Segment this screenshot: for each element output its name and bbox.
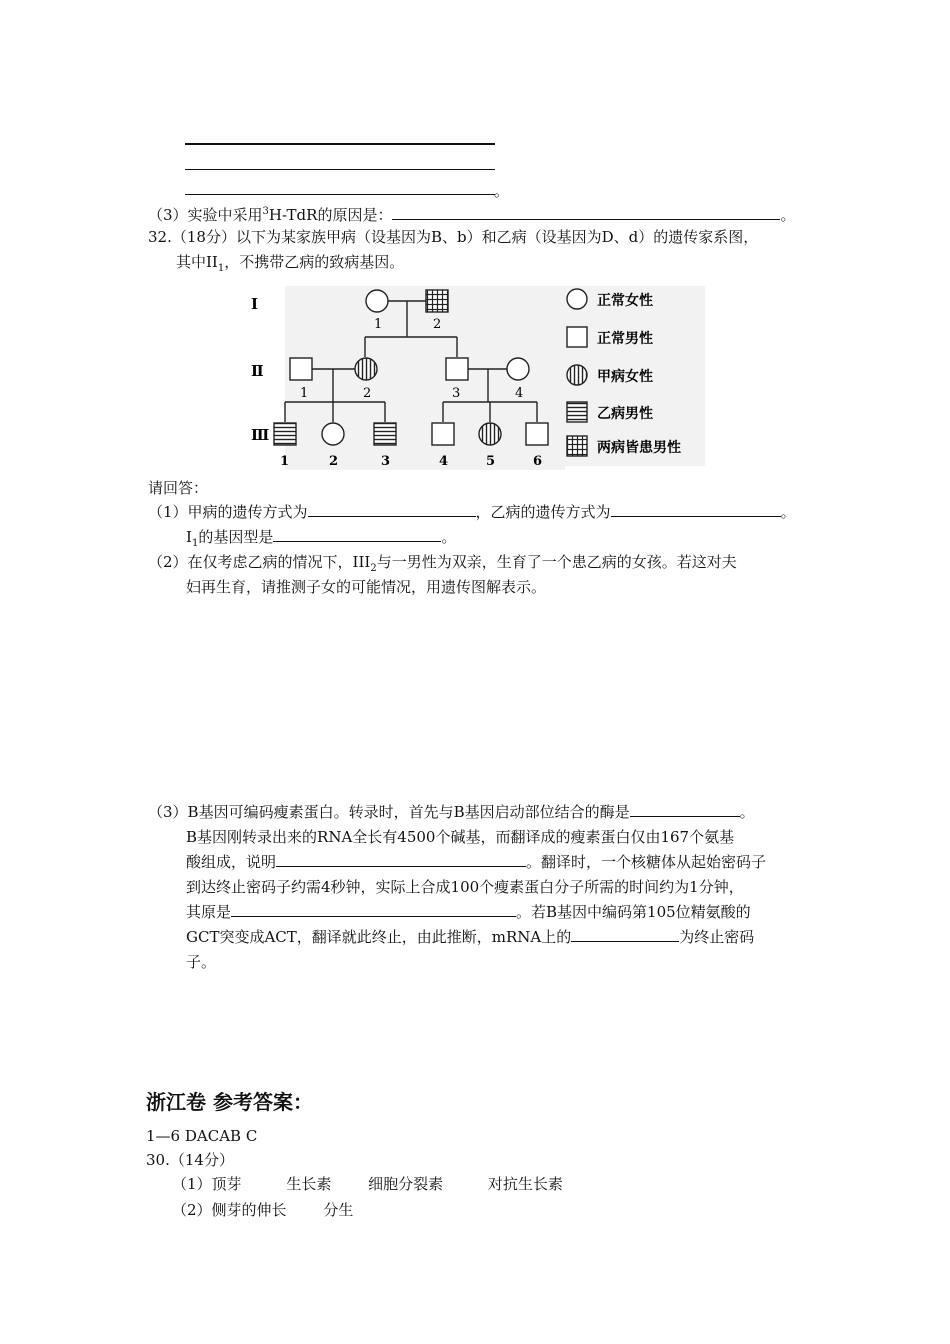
q32-p1-blank-yi[interactable]: [611, 502, 781, 517]
q32-p1-line1: [148, 502, 796, 522]
answer-1-4: 对抗生长素: [487, 1175, 563, 1193]
q32-p2-line2: 妇再生育，请推测子女的可能情况，用遗传图解表示。: [186, 578, 547, 596]
gen-label-1: I: [251, 295, 259, 313]
II-1-normal-male: [290, 358, 312, 380]
answers-line4: [172, 1200, 353, 1220]
q32-p3-line3: [186, 852, 766, 872]
III-4-number: 4: [439, 454, 449, 469]
q32-intro-line2-b: ，不携带乙病的致病基因。: [224, 253, 405, 271]
III-6-normal-male: [526, 423, 548, 445]
q32-p3-line5: [186, 902, 751, 922]
q32-p1-blank-genotype[interactable]: [273, 527, 441, 542]
prev-q3-mid: H-TdR的原因是：: [268, 206, 393, 224]
answer-2-2: 分生: [323, 1201, 354, 1219]
answer-line-2: [185, 169, 495, 170]
q32-p2-line1: [148, 552, 737, 579]
I-2-number: 2: [433, 317, 442, 332]
q32-p3-line5-b: 。若B基因中编码第105位精氨酸的: [516, 903, 751, 921]
q32-p3-line1-b: 。: [739, 803, 755, 821]
q32-p2-line1-b: 与一男性为双亲，生育了一个患乙病的女孩。若这对夫: [376, 553, 737, 571]
II-4-number: 4: [515, 386, 524, 401]
q32-p2-line1-a: （2）在仅考虑乙病的情况下，III: [148, 553, 371, 571]
q32-p3-line1-a: （3）B基因可编码瘦素蛋白。转录时，首先与B基因启动部位结合的酶是: [148, 803, 630, 821]
II-1-number: 1: [300, 386, 309, 401]
legend-normal-female-icon: [567, 289, 587, 309]
q32-p3-blank-explain[interactable]: [276, 852, 526, 867]
II-3-number: 3: [452, 386, 461, 401]
q32-p3-blank-reason[interactable]: [231, 902, 516, 917]
gen-label-2: Ⅱ: [251, 362, 264, 380]
q32-intro-line2-sub: 1: [217, 263, 225, 274]
q32-p2-line1-sub: 2: [370, 563, 377, 574]
answer-2-1: （2）侧芽的伸长: [172, 1201, 287, 1219]
pedigree-chart: [245, 282, 705, 472]
I-1-normal-female: [366, 290, 388, 312]
q32-p3-line1: [148, 802, 755, 822]
q32-p1-b: ，乙病的遗传方式为: [475, 503, 611, 521]
q32-p1-line2-b: 的基因型是: [198, 528, 274, 546]
prev-q3-blank[interactable]: [392, 205, 780, 220]
q32-p1-line2-c: 。: [441, 528, 457, 546]
q32-p3-line3-b: 。翻译时，一个核糖体从起始密码子: [526, 853, 767, 871]
legend-yi-male-icon: [567, 402, 587, 422]
please-answer: 请回答：: [148, 479, 209, 497]
legend-jia-female: 甲病女性: [597, 369, 653, 385]
III-1-number: 1: [280, 454, 290, 469]
answer-1-3: 细胞分裂素: [368, 1175, 444, 1193]
q32-p3-line6: [186, 927, 754, 947]
III-5-jia-female: [479, 423, 501, 445]
answer-line-1: [185, 143, 495, 145]
q32-p3-blank-enzyme[interactable]: [630, 802, 740, 817]
legend-normal-male-icon: [567, 327, 587, 347]
II-3-normal-male: [446, 358, 468, 380]
q32-p3-line6-b: 为终止密码: [679, 928, 755, 946]
III-1-yi-male: [274, 423, 296, 445]
III-4-normal-male: [432, 423, 454, 445]
answer-line-3: [185, 194, 495, 195]
I-1-number: 1: [374, 317, 383, 332]
prev-q3-line: [148, 202, 795, 225]
q32-p1-blank-jia[interactable]: [308, 502, 476, 517]
II-2-number: 2: [363, 386, 372, 401]
q32-p3-line3-a: 酸组成，说明: [186, 853, 277, 871]
answers-heading: 浙江卷 参考答案：: [146, 1090, 313, 1114]
q32-p3-blank-codon[interactable]: [571, 927, 679, 942]
q32-p1-a: （1）甲病的遗传方式为: [148, 503, 308, 521]
prev-q3-prefix: （3）实验中采用: [148, 206, 263, 224]
prev-q3-suffix: 。: [780, 206, 796, 224]
III-3-number: 3: [381, 454, 391, 469]
III-5-number: 5: [486, 454, 496, 469]
q32-p1-line2: [186, 527, 456, 554]
legend-jia-female-icon: [567, 365, 587, 385]
II-4-normal-female: [507, 358, 529, 380]
q32-p3-line6-a: GCT突变成ACT，翻译就此终止，由此推断，mRNA上的: [186, 928, 572, 946]
III-6-number: 6: [533, 454, 543, 469]
legend-yi-male: 乙病男性: [597, 406, 653, 422]
legend-both-male: 两病皆患男性: [597, 440, 681, 456]
answers-line2: 30.（14分）: [146, 1151, 234, 1169]
q32-p3-line5-a: 其原是: [186, 903, 232, 921]
answers-line1: 1—6 DACAB C: [146, 1127, 258, 1145]
gen-label-3: Ⅲ: [251, 426, 270, 444]
legend-normal-female: 正常女性: [597, 293, 653, 309]
prev-q3-sup: 3: [262, 206, 269, 217]
q32-p1-line2-sub: 1: [191, 538, 199, 549]
q32-p1-line2-a: I: [186, 528, 192, 546]
legend-normal-male: 正常男性: [597, 331, 653, 347]
answer-line-period: 。: [494, 182, 510, 200]
III-2-number: 2: [329, 454, 339, 469]
legend-both-male-icon: [567, 436, 587, 456]
answers-line3: [172, 1174, 563, 1194]
III-3-yi-male: [374, 423, 396, 445]
q32-p1-c: 。: [780, 503, 796, 521]
q32-intro-line2: [176, 252, 404, 279]
q32-p3-line4: 到达终止密码子约需4秒钟，实际上合成100个瘦素蛋白分子所需的时间约为1分钟，: [186, 878, 744, 896]
q32-p3-line2: B基因刚转录出来的RNA全长有4500个碱基，而翻译成的瘦素蛋白仅由167个氨基: [186, 828, 735, 846]
I-2-both-affected-male: [426, 290, 448, 312]
answer-1-1: （1）顶芽: [172, 1175, 242, 1193]
III-2-normal-female: [322, 423, 344, 445]
q32-intro-line1: 32.（18分）以下为某家族甲病（设基因为B、b）和乙病（设基因为D、d）的遗传家系图，: [148, 228, 759, 246]
q32-p3-line7: 子。: [186, 953, 217, 971]
II-2-jia-female: [355, 358, 377, 380]
q32-intro-line2-a: 其中II: [176, 253, 218, 271]
answer-1-2: 生长素: [286, 1175, 332, 1193]
